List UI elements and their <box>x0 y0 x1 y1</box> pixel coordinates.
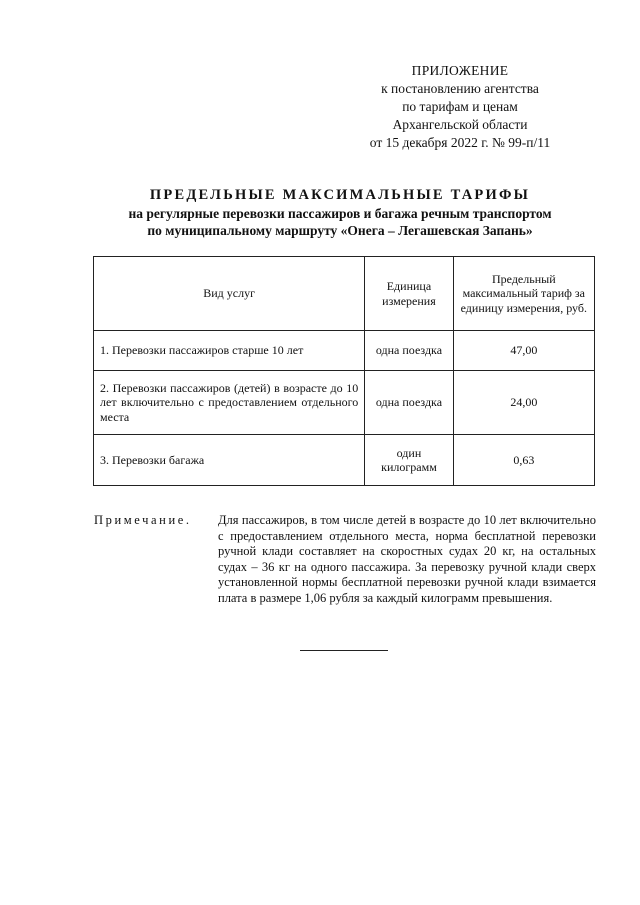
header-service: Вид услуг <box>94 257 365 331</box>
cell-service: 2. Перевозки пассажиров (детей) в возрасте до 10 лет включительно с предоставлением отдельного места <box>94 371 365 435</box>
cell-unit: одна поездка <box>365 331 453 371</box>
appendix-date-line: от 15 декабря 2022 г. № 99-п/11 <box>369 135 551 150</box>
table-row <box>94 371 595 435</box>
cell-unit: один килограмм <box>365 435 453 486</box>
appendix-line: по тарифам и ценам <box>402 99 518 114</box>
appendix-line: к постановлению агентства <box>381 81 539 96</box>
cell-price: 0,63 <box>453 435 594 486</box>
note-label: Примечание. <box>94 513 192 527</box>
document-title <box>60 186 620 239</box>
cell-service: 3. Перевозки багажа <box>94 435 365 486</box>
table-row <box>94 435 595 486</box>
cell-unit: одна поездка <box>365 371 453 435</box>
title-subtitle-2: по муниципальному маршруту «Онега – Легашевская Запань» <box>147 223 533 238</box>
header-price: Предельный максимальный тариф за единицу измерения, руб. <box>453 257 594 331</box>
appendix-line: Архангельской области <box>392 117 528 132</box>
title-subtitle-1: на регулярные перевозки пассажиров и багажа речным транспортом <box>128 206 552 221</box>
note-text: Для пассажиров, в том числе детей в возрасте до 10 лет включительно с предоставлением отдельного места, норма бесплатной перевозки ручной клади составляет на скоростных судах 20 кг, на остальных судах – 36 кг на одного пассажира. За перевозку ручной клади сверх установленной нормы бесплатной перевозки ручной клади взимается плата в размере 1,06 рубля за каждый килограмм превышения. <box>218 513 596 605</box>
cell-service: 1. Перевозки пассажиров старше 10 лет <box>94 331 365 371</box>
tariff-table <box>93 256 595 486</box>
appendix-header <box>340 62 580 152</box>
appendix-title: ПРИЛОЖЕНИЕ <box>411 63 509 78</box>
cell-price: 47,00 <box>453 331 594 371</box>
title-main: ПРЕДЕЛЬНЫЕ МАКСИМАЛЬНЫЕ ТАРИФЫ <box>149 187 531 203</box>
closing-divider <box>300 650 388 651</box>
table-header-row <box>94 257 595 331</box>
table-row <box>94 331 595 371</box>
cell-price: 24,00 <box>453 371 594 435</box>
header-unit: Единица измерения <box>365 257 453 331</box>
